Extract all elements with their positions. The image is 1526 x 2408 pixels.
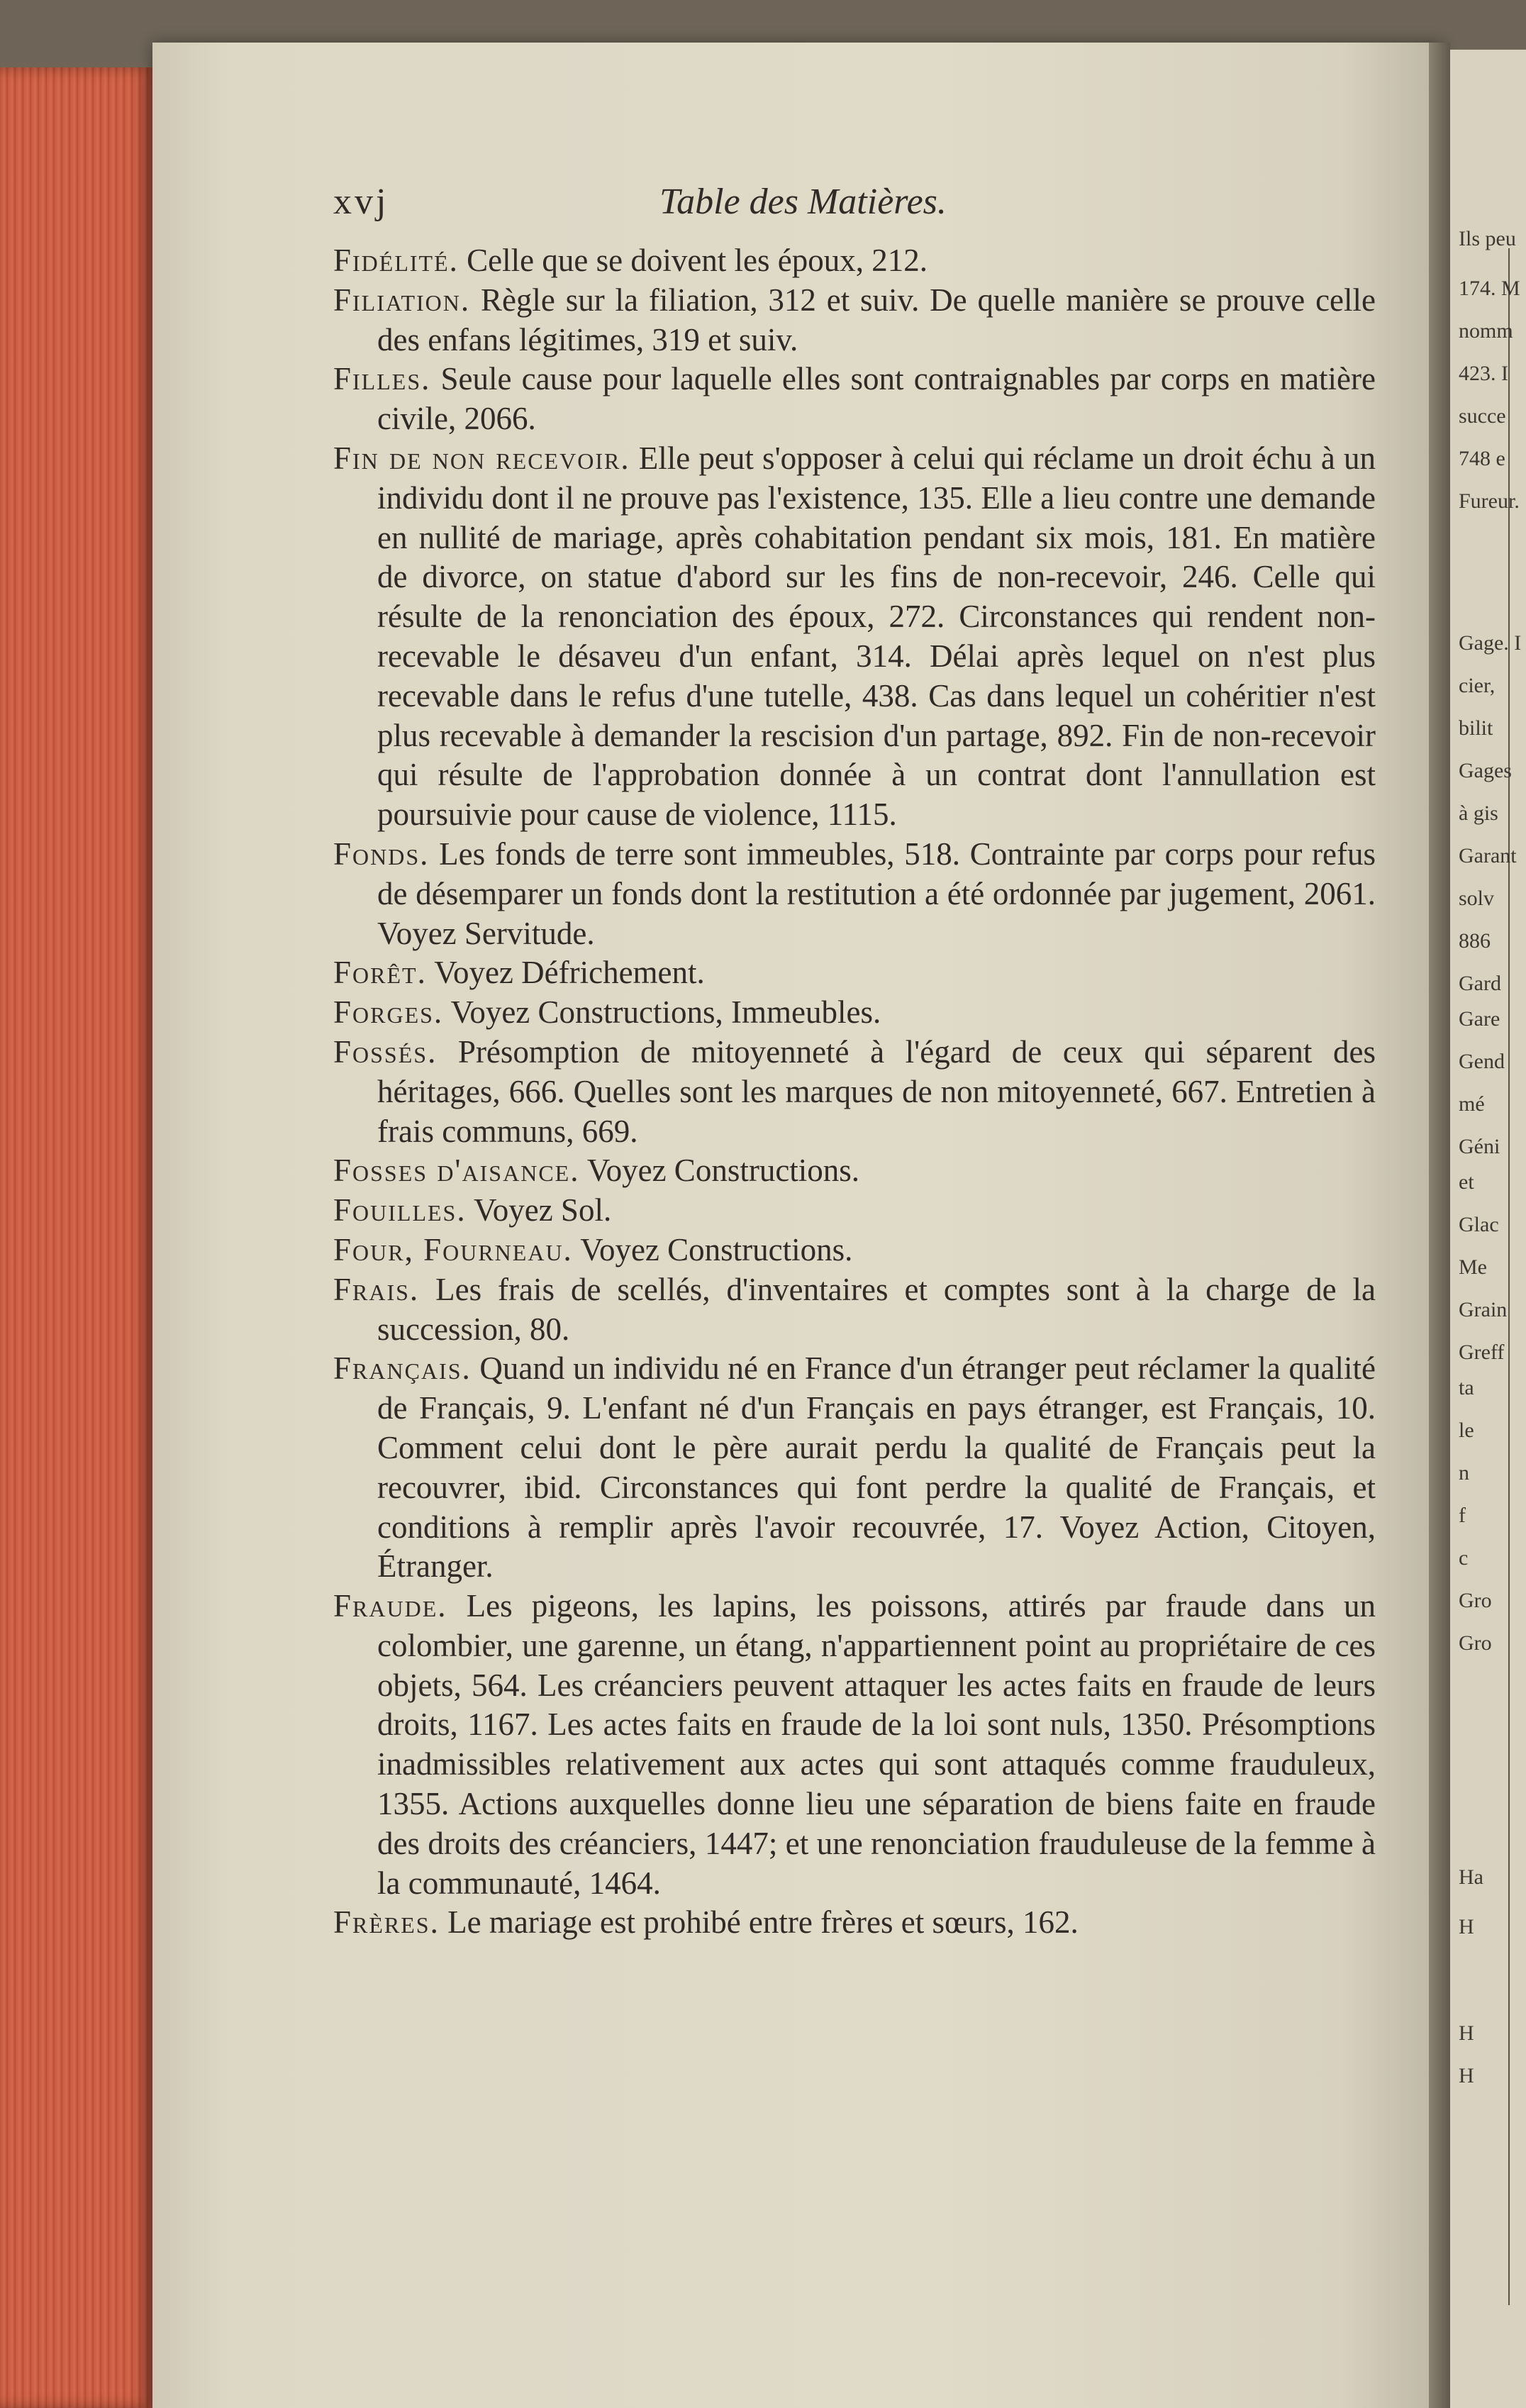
index-entry: [333, 835, 1376, 953]
entry-text: Les frais de scellés, d'inventaires et comptes sont à la charge de la succession, 80.: [377, 1271, 1376, 1347]
facing-page-text: Ha: [1459, 1865, 1483, 1889]
index-entry: [333, 1587, 1376, 1903]
index-entries: [333, 241, 1376, 1943]
entry-text: Voyez Constructions.: [579, 1153, 860, 1189]
entry-text: Voyez Constructions, Immeubles.: [443, 994, 881, 1031]
facing-page-text: succe: [1459, 404, 1506, 428]
facing-page-text: 423. I: [1459, 362, 1508, 385]
entry-headword: Fidélité.: [333, 243, 459, 278]
entry-text: Voyez Constructions.: [572, 1231, 853, 1267]
facing-page-text: nomm: [1459, 319, 1513, 343]
entry-text: Voyez Défrichement.: [426, 955, 705, 991]
book-gutter: [1429, 43, 1450, 2408]
facing-page-text: 748 e: [1459, 447, 1505, 470]
facing-page-rule: [1508, 248, 1510, 2305]
facing-page-text: Garant: [1459, 844, 1517, 867]
entry-text: Les pigeons, les lapins, les poissons, attirés par fraude dans un colombier, une garenne, un étang, n'appartiennent point au propriétaire de ces objets, 564. Les créanciers peuvent attaquer les actes faits en fraude de leurs droits, 1167. Les actes faits en fraude de la loi sont nuls, 1350. Présomptions inadmissibles relativement aux actes qui sont attaqués comme frauduleux, 1355. Actions auxquelles donne lieu une séparation de biens faite en fraude des droits des créanciers, 1447; et une renonciation frauduleuse de la femme à la communauté, 1464.: [377, 1588, 1376, 1901]
entry-text: Les fonds de terre sont immeubles, 518. Contrainte par corps pour refus de désemparer un fonds dont la restitution a été ordonnée par jugement, 2061. Voyez Servitude.: [377, 836, 1376, 951]
index-entry: [333, 1191, 1376, 1231]
facing-page-text: Gage. I: [1459, 631, 1522, 655]
entry-text: Elle peut s'opposer à celui qui réclame un droit échu à un individu dont il ne prouve pas l'existence, 135. Elle a lieu contre une demande en nullité de mariage, après cohabitation pendant six mois, 181. En matière de divorce, on statue d'abord sur les fins de non-recevoir, 246. Celle qui résulte de la renonciation des époux, 272. Circonstances qui rendent non-recevable le désaveu d'un enfant, 314. Délai après lequel on n'est plus recevable dans le refus d'une tutelle, 438. Cas dans lequel un cohéritier n'est plus recevable à demander la rescision d'un partage, 892. Fin de non-recevoir qui résulte de l'approbation donnée à un contrat dont l'annullation est poursuivie pour cause de violence, 1115.: [377, 440, 1376, 833]
facing-page-text: Gages: [1459, 759, 1512, 782]
facing-page-text: bilit: [1459, 716, 1493, 740]
entry-text: Voyez Sol.: [466, 1192, 612, 1228]
facing-page-text: le: [1459, 1419, 1474, 1442]
facing-page-text: H: [1459, 2064, 1474, 2087]
index-entry: [333, 439, 1376, 835]
entry-headword: Filles.: [333, 361, 431, 397]
entry-headword: Forges.: [333, 994, 444, 1031]
facing-page-text: mé: [1459, 1092, 1485, 1116]
entry-headword: Fraude.: [333, 1588, 447, 1624]
facing-page-text: c: [1459, 1546, 1469, 1570]
facing-page-text: n: [1459, 1461, 1469, 1485]
index-entry: [333, 1151, 1376, 1191]
entry-text: Le mariage est prohibé entre frères et sœurs, 162.: [439, 1904, 1079, 1941]
entry-text: Quand un individu né en France d'un étranger peut réclamer la qualité de Français, 9. L'enfant né d'un Français en pays étranger, est Français, 10. Comment celui dont le père aurait perdu la qualité de Français peut la recouvrer, ibid. Circonstances qui font perdre la qualité de Français, et conditions à remplir après l'avoir recouvrée, 17. Voyez Action, Citoyen, Étranger.: [377, 1350, 1376, 1585]
facing-page-text: 886: [1459, 929, 1491, 953]
entry-headword: Four, Fourneau.: [333, 1231, 573, 1267]
index-entry: [333, 281, 1376, 360]
facing-page-text: à gis: [1459, 801, 1498, 825]
entry-text: Celle que se doivent les époux, 212.: [458, 243, 928, 278]
entry-headword: Fossés.: [333, 1033, 438, 1070]
facing-page-text: Me: [1459, 1255, 1487, 1279]
page-title: Table des Matières.: [659, 182, 947, 222]
entry-headword: Fonds.: [333, 836, 430, 872]
index-entry: [333, 1033, 1376, 1151]
index-entry: [333, 1903, 1376, 1943]
facing-page-text: Fureur.: [1459, 489, 1520, 513]
facing-page-text: H: [1459, 2021, 1474, 2045]
entry-text: Seule cause pour laquelle elles sont contraignables par corps en matière civile, 2066.: [377, 361, 1376, 437]
entry-text: Règle sur la filiation, 312 et suiv. De quelle manière se prouve celle des enfans légitimes, 319 et suiv.: [377, 282, 1376, 357]
index-entry: [333, 360, 1376, 439]
index-entry: [333, 241, 1376, 281]
facing-page-text: cier,: [1459, 674, 1496, 697]
index-entry: [333, 953, 1376, 993]
facing-page-text: Gare: [1459, 1007, 1500, 1031]
index-entry: [333, 1349, 1376, 1587]
entry-headword: Fosses d'aisance.: [333, 1153, 580, 1189]
facing-page-text: Géni: [1459, 1135, 1500, 1158]
page-number: xvj: [333, 182, 389, 222]
entry-headword: Fin de non recevoir.: [333, 440, 630, 476]
entry-headword: Français.: [333, 1350, 472, 1387]
entry-headword: Frères.: [333, 1904, 440, 1941]
facing-page-text: et: [1459, 1170, 1474, 1194]
facing-page-text: Glac: [1459, 1213, 1499, 1236]
entry-headword: Fouilles.: [333, 1192, 467, 1228]
facing-page-text: Gend: [1459, 1050, 1505, 1073]
entry-headword: Frais.: [333, 1271, 420, 1307]
entry-headword: Filiation.: [333, 282, 471, 318]
facing-page-fragment: [1450, 50, 1526, 2408]
facing-page-text: f: [1459, 1504, 1466, 1527]
book-edge: [0, 67, 152, 2408]
entry-text: Présomption de mitoyenneté à l'égard de ceux qui séparent des héritages, 666. Quelles sont les marques de non mitoyenneté, 667. Entretien à frais communs, 669.: [377, 1033, 1376, 1149]
facing-page-text: Ils peu: [1459, 227, 1516, 250]
facing-page-text: Grain: [1459, 1298, 1508, 1321]
facing-page-text: solv: [1459, 887, 1495, 910]
facing-page-text: Gro: [1459, 1589, 1492, 1612]
index-entry: [333, 993, 1376, 1033]
entry-headword: Forêt.: [333, 955, 427, 991]
index-entry: [333, 1231, 1376, 1270]
facing-page-text: Gard: [1459, 972, 1501, 995]
facing-page-text: ta: [1459, 1376, 1474, 1399]
index-entry: [333, 1270, 1376, 1350]
facing-page-text: Gro: [1459, 1631, 1492, 1655]
facing-page-text: 174. M: [1459, 277, 1520, 300]
running-head: [333, 181, 1383, 231]
facing-page-text: Greff: [1459, 1341, 1505, 1364]
facing-page-text: H: [1459, 1915, 1474, 1938]
